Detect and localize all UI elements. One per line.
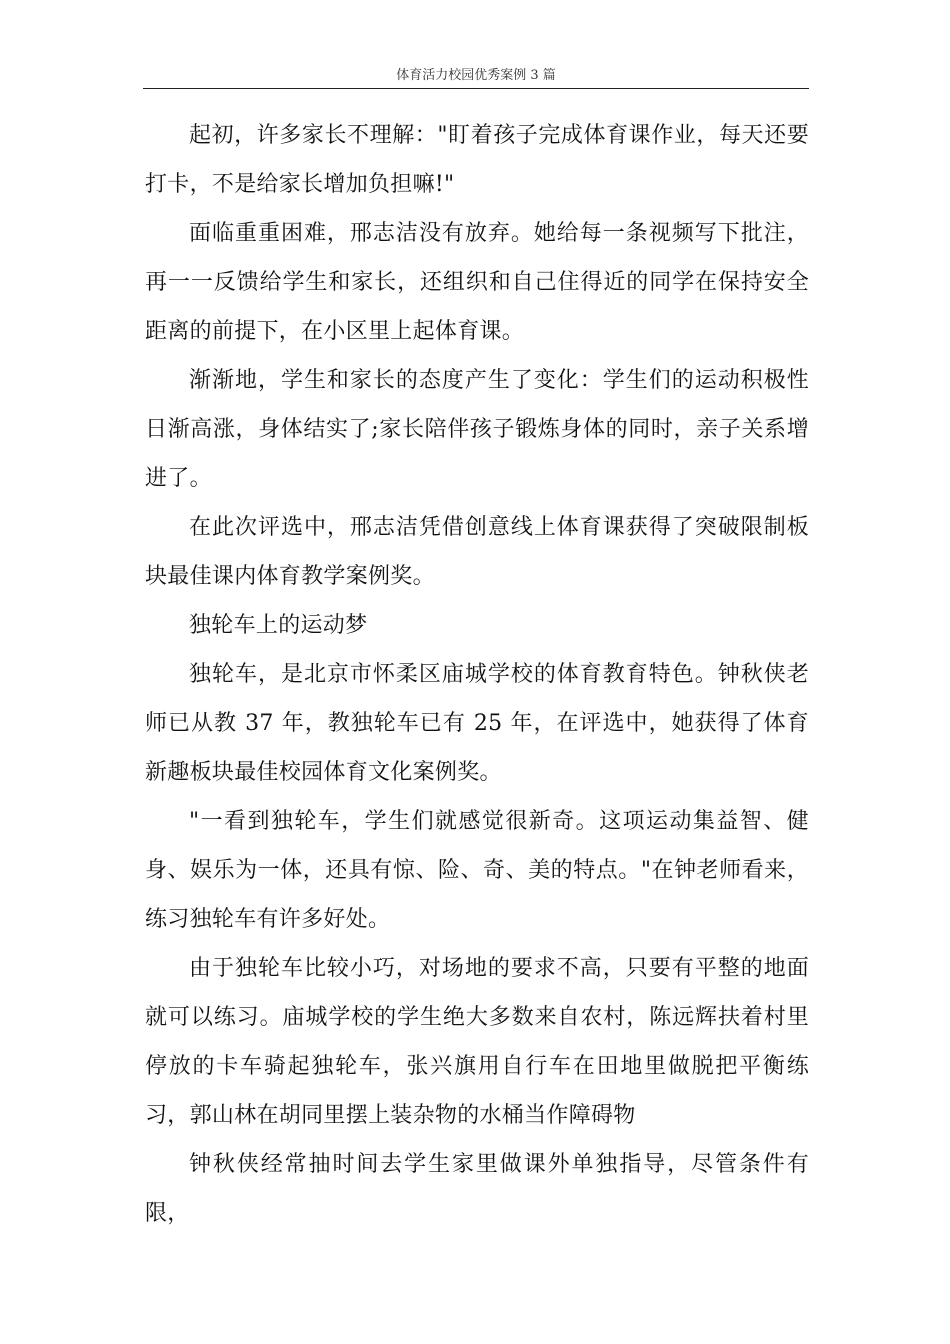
paragraph: 由于独轮车比较小巧，对场地的要求不高，只要有平整的地面就可以练习。庙城学校的学生绝大多数来自农村，陈远辉扶着村里停放的卡车骑起独轮车，张兴旗用自行车在田地里做脱把平衡练习，郭山林在胡同里摆上装杂物的水桶当作障碍物: [145, 956, 809, 1128]
body-text: [145, 111, 809, 1238]
section-heading: 独轮车上的运动梦: [189, 613, 368, 638]
paragraph: 钟秋侠经常抽时间去学生家里做课外单独指导，尽管条件有限，: [145, 1152, 809, 1226]
paragraph: 独轮车，是北京市怀柔区庙城学校的体育教育特色。钟秋侠老师已从教 37 年，教独轮车已有 25 年，在评选中，她获得了体育新趣板块最佳校园体育文化案例奖。: [145, 662, 809, 785]
header-rule: [143, 88, 809, 89]
paragraph: 渐渐地，学生和家长的态度产生了变化：学生们的运动积极性日渐高涨，身体结实了;家长陪伴孩子锻炼身体的同时，亲子关系增进了。: [145, 368, 809, 491]
paragraph: 在此次评选中，邢志洁凭借创意线上体育课获得了突破限制板块最佳课内体育教学案例奖。: [145, 515, 809, 589]
paragraph: 面临重重困难，邢志洁没有放弃。她给每一条视频写下批注，再一一反馈给学生和家长，还组织和自己住得近的同学在保持安全距离的前提下，在小区里上起体育课。: [145, 221, 809, 344]
running-header: 体育活力校园优秀案例 3 篇: [396, 68, 556, 83]
paragraph: 起初，许多家长不理解："盯着孩子完成体育课作业，每天还要打卡，不是给家长增加负担嘛!": [145, 123, 809, 197]
paragraph: "一看到独轮车，学生们就感觉很新奇。这项运动集益智、健身、娱乐为一体，还具有惊、险、奇、美的特点。"在钟老师看来，练习独轮车有许多好处。: [145, 809, 809, 932]
